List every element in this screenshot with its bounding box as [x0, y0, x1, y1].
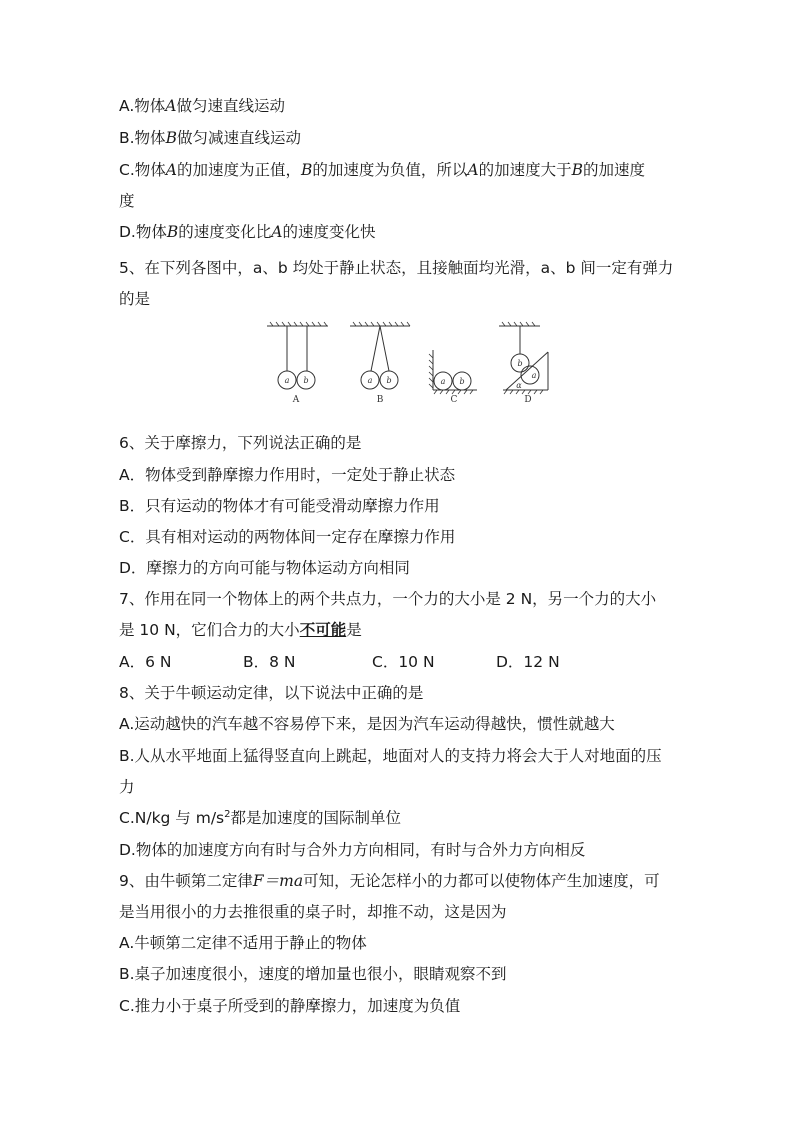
angle-label: α [516, 381, 522, 390]
svg-text:a: a [367, 376, 373, 385]
panel-label-d: D [524, 395, 532, 405]
panel-b-diagram [350, 322, 410, 405]
q7-option-a: A．6 N [119, 653, 172, 671]
q6-option-d: D．摩擦力的方向可能与物体运动方向相同 [119, 559, 410, 577]
q9-option-c: C.推力小于桌子所受到的静摩擦力，加速度为负值 [119, 997, 461, 1015]
q7-options [119, 652, 560, 672]
q4-option-d: D.物体B的速度变化比A的速度变化快 [119, 223, 376, 241]
q4-option-c-continued: 度 [119, 192, 135, 210]
q4-option-b: B.物体B做匀减速直线运动 [119, 129, 301, 147]
q7-stem-line1: 7、作用在同一个物体上的两个共点力，一个力的大小是 2 N，另一个力的大小 [119, 590, 657, 608]
panel-label-a: A [292, 395, 300, 405]
q6-option-a: A．物体受到静摩擦力作用时，一定处于静止状态 [119, 466, 456, 484]
q8-option-a: A.运动越快的汽车越不容易停下来，是因为汽车运动得越快，惯性就越大 [119, 715, 615, 733]
svg-text:b: b [386, 376, 392, 385]
panel-d-diagram [499, 322, 548, 405]
q8-option-c: C.N/kg 与 $m/s^2$都是加速度的国际制单位 [119, 808, 402, 827]
q9-stem-line2: 是当用很小的力去推很重的桌子时，却推不动，这是因为 [119, 903, 507, 921]
panel-label-b: B [376, 395, 384, 405]
svg-text:b: b [303, 376, 309, 385]
panel-a-diagram [267, 322, 328, 405]
q8-option-d: D.物体的加速度方向有时与合外力方向相同，有时与合外力方向相反 [119, 841, 586, 859]
q7-option-b: B．8 N [243, 653, 296, 671]
svg-text:a: a [284, 376, 290, 385]
q9-stem-line1: 9、由牛顿第二定律F＝ma可知，无论怎样小的力都可以使物体产生加速度，可 [119, 872, 660, 890]
q9-option-a: A.牛顿第二定律不适用于静止的物体 [119, 934, 367, 952]
q5-diagram [262, 320, 552, 410]
q9-option-b: B.桌子加速度很小，速度的增加量也很小，眼睛观察不到 [119, 965, 507, 983]
emphasis-not-possible: 不可能 [299, 621, 347, 639]
q6-option-c: C．具有相对运动的两物体间一定存在摩擦力作用 [119, 528, 456, 546]
formula: F＝ma [252, 872, 304, 890]
q7-option-c: C．10 N [372, 653, 435, 671]
panel-c-diagram [429, 350, 477, 405]
q7-option-d: D．12 N [496, 653, 560, 671]
q6-stem: 6、关于摩擦力，下列说法正确的是 [119, 434, 362, 452]
svg-text:b: b [517, 359, 523, 368]
q5-stem-line2: 的是 [119, 290, 151, 308]
q4-option-c: C.物体A的加速度为正值，B的加速度为负值，所以A的加速度大于B的加速度 [119, 161, 645, 179]
svg-text:a: a [531, 371, 537, 380]
q7-stem-line2: 是 10 N，它们合力的大小不可能是 [119, 621, 362, 639]
q5-stem-line1: 5、在下列各图中，a、b 均处于静止状态，且接触面均光滑，a、b 间一定有弹力 [119, 259, 674, 277]
panel-label-c: C [450, 395, 458, 405]
q6-option-b: B．只有运动的物体才有可能受滑动摩擦力作用 [119, 497, 440, 515]
svg-text:b: b [459, 377, 465, 386]
q8-option-b-line1: B.人从水平地面上猛得竖直向上跳起，地面对人的支持力将会大于人对地面的压 [119, 747, 662, 765]
q4-option-a: A.物体A做匀速直线运动 [119, 97, 285, 115]
svg-text:a: a [440, 377, 446, 386]
q8-stem: 8、关于牛顿运动定律，以下说法中正确的是 [119, 684, 424, 702]
q8-option-b-line2: 力 [119, 778, 135, 796]
